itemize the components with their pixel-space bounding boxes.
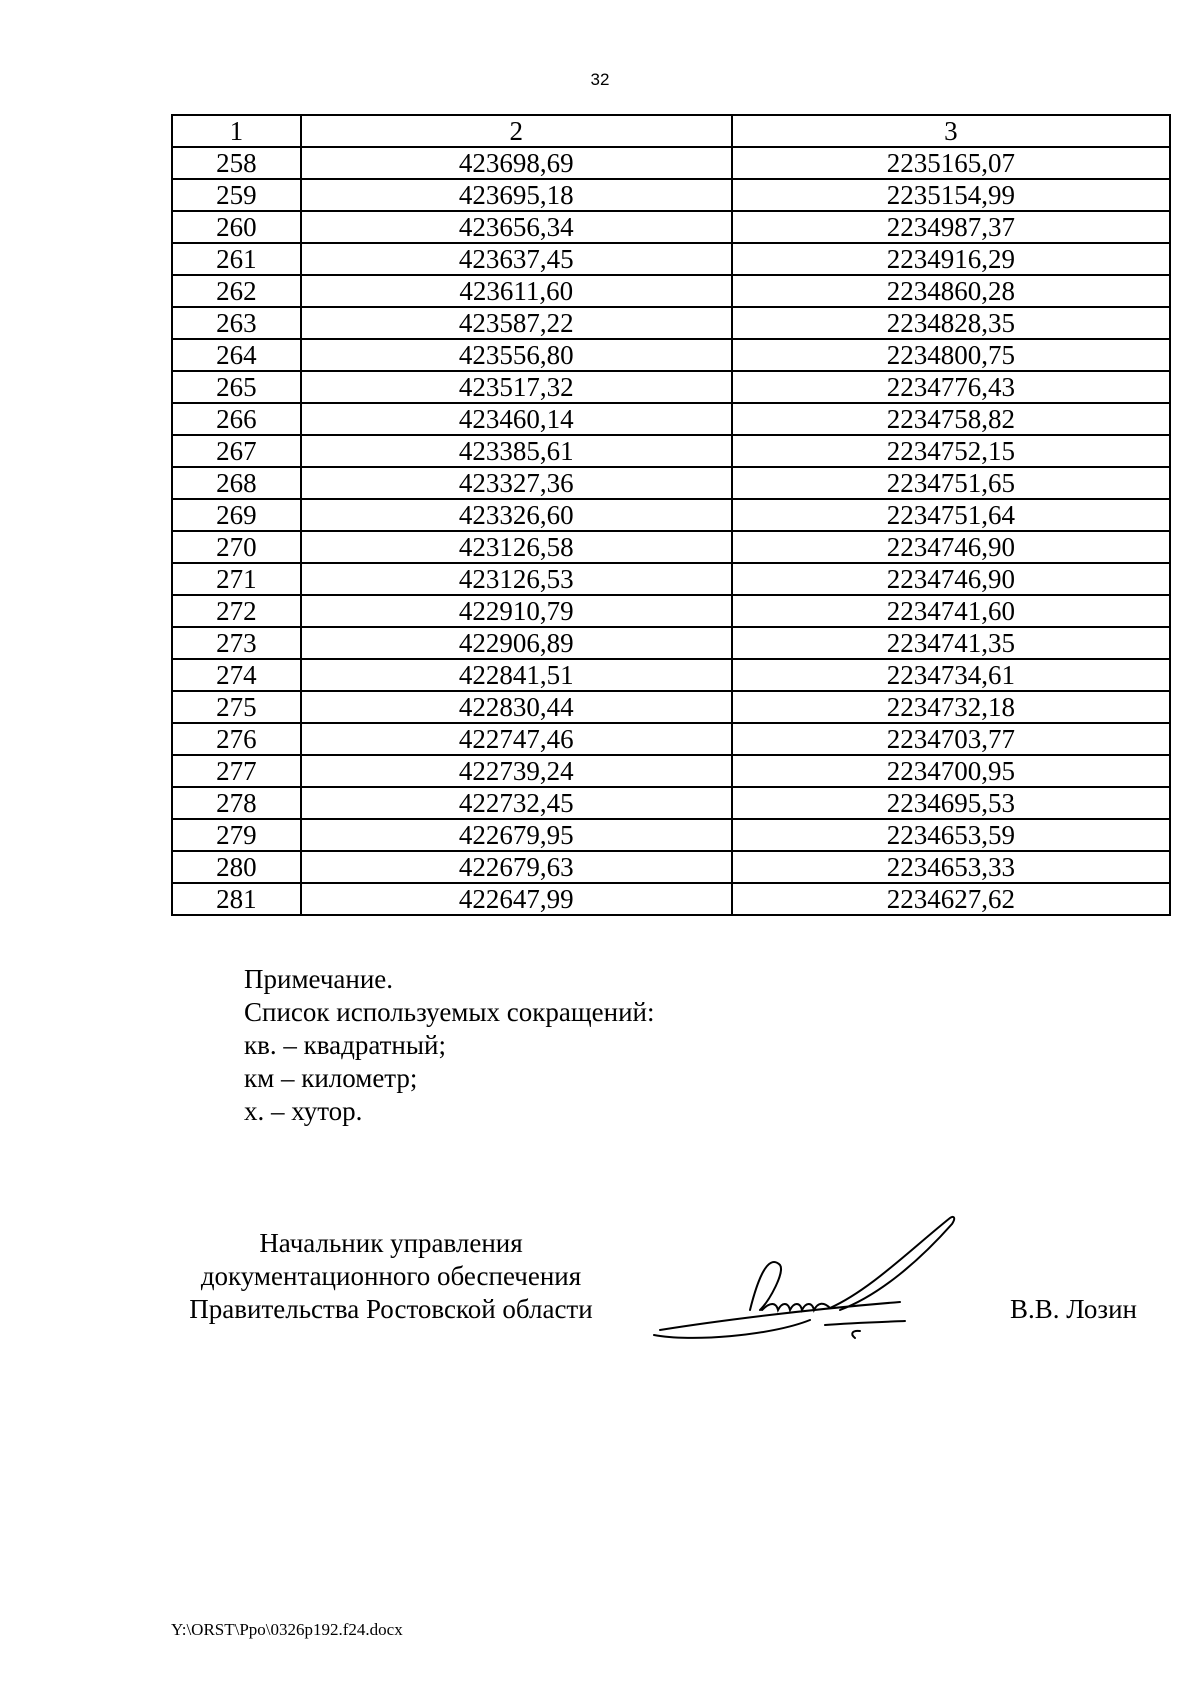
note-title: Примечание. bbox=[244, 964, 394, 994]
table-cell: 269 bbox=[172, 499, 301, 531]
table-row bbox=[172, 211, 1170, 243]
table-cell: 422732,45 bbox=[301, 787, 732, 819]
table-cell: 277 bbox=[172, 755, 301, 787]
table-cell: 272 bbox=[172, 595, 301, 627]
header-cell: 3 bbox=[732, 115, 1170, 147]
table-cell: 2234732,18 bbox=[732, 691, 1170, 723]
table-cell: 2234987,37 bbox=[732, 211, 1170, 243]
signer-position-line: Правительства Ростовской области bbox=[189, 1294, 593, 1324]
table-cell: 423637,45 bbox=[301, 243, 732, 275]
table-cell: 423517,32 bbox=[301, 371, 732, 403]
signer-position-line: Начальник управления bbox=[259, 1228, 523, 1258]
table-cell: 259 bbox=[172, 179, 301, 211]
table-row bbox=[172, 755, 1170, 787]
table-row bbox=[172, 467, 1170, 499]
table-cell: 267 bbox=[172, 435, 301, 467]
table-row bbox=[172, 723, 1170, 755]
table-row bbox=[172, 531, 1170, 563]
table-cell: 422906,89 bbox=[301, 627, 732, 659]
table-cell: 263 bbox=[172, 307, 301, 339]
table-row bbox=[172, 691, 1170, 723]
page-number: 32 bbox=[590, 70, 610, 89]
table-cell: 2234746,90 bbox=[732, 531, 1170, 563]
file-path: Y:\ORST\Ppo\0326p192.f24.docx bbox=[171, 1620, 403, 1639]
table-cell: 422910,79 bbox=[301, 595, 732, 627]
table-cell: 2234627,62 bbox=[732, 883, 1170, 915]
table-row bbox=[172, 627, 1170, 659]
table-row bbox=[172, 883, 1170, 915]
table-cell: 2235165,07 bbox=[732, 147, 1170, 179]
table-cell: 276 bbox=[172, 723, 301, 755]
table-cell: 2234800,75 bbox=[732, 339, 1170, 371]
note-line: Список используемых сокращений: bbox=[244, 997, 655, 1027]
table-row bbox=[172, 787, 1170, 819]
table-row bbox=[172, 243, 1170, 275]
table-row bbox=[172, 435, 1170, 467]
table-cell: 2234828,35 bbox=[732, 307, 1170, 339]
table-cell: 273 bbox=[172, 627, 301, 659]
table-cell: 261 bbox=[172, 243, 301, 275]
table-cell: 270 bbox=[172, 531, 301, 563]
table-cell: 2234751,65 bbox=[732, 467, 1170, 499]
table-cell: 2234703,77 bbox=[732, 723, 1170, 755]
table-cell: 423556,80 bbox=[301, 339, 732, 371]
table-row bbox=[172, 499, 1170, 531]
table-cell: 2234746,90 bbox=[732, 563, 1170, 595]
table-cell: 422679,63 bbox=[301, 851, 732, 883]
table-cell: 423698,69 bbox=[301, 147, 732, 179]
header-cell: 2 bbox=[301, 115, 732, 147]
table-row bbox=[172, 595, 1170, 627]
table-cell: 278 bbox=[172, 787, 301, 819]
signer-name: В.В. Лозин bbox=[1010, 1294, 1137, 1324]
table-row bbox=[172, 851, 1170, 883]
table-cell: 264 bbox=[172, 339, 301, 371]
table-cell: 2234776,43 bbox=[732, 371, 1170, 403]
table-cell: 2234653,59 bbox=[732, 819, 1170, 851]
note-line: х. – хутор. bbox=[244, 1096, 363, 1126]
table-cell: 258 bbox=[172, 147, 301, 179]
table-cell: 274 bbox=[172, 659, 301, 691]
table-cell: 422841,51 bbox=[301, 659, 732, 691]
table-row bbox=[172, 307, 1170, 339]
table-cell: 422747,46 bbox=[301, 723, 732, 755]
table-cell: 260 bbox=[172, 211, 301, 243]
table-cell: 281 bbox=[172, 883, 301, 915]
table-header-row bbox=[172, 115, 1170, 147]
signer-position-line: документационного обеспечения bbox=[200, 1261, 582, 1291]
table-cell: 2234752,15 bbox=[732, 435, 1170, 467]
table-row bbox=[172, 403, 1170, 435]
table-row bbox=[172, 275, 1170, 307]
table-row bbox=[172, 339, 1170, 371]
table-cell: 423327,36 bbox=[301, 467, 732, 499]
table-cell: 422647,99 bbox=[301, 883, 732, 915]
table-cell: 268 bbox=[172, 467, 301, 499]
table-cell: 2234860,28 bbox=[732, 275, 1170, 307]
table-cell: 422739,24 bbox=[301, 755, 732, 787]
table-cell: 422679,95 bbox=[301, 819, 732, 851]
table-cell: 423326,60 bbox=[301, 499, 732, 531]
handwritten-signature bbox=[650, 1210, 990, 1350]
table-cell: 423460,14 bbox=[301, 403, 732, 435]
table-cell: 423587,22 bbox=[301, 307, 732, 339]
table-cell: 2234741,35 bbox=[732, 627, 1170, 659]
table-cell: 265 bbox=[172, 371, 301, 403]
table-row bbox=[172, 563, 1170, 595]
table-cell: 2234916,29 bbox=[732, 243, 1170, 275]
table-row bbox=[172, 659, 1170, 691]
table-cell: 423126,58 bbox=[301, 531, 732, 563]
table-cell: 423126,53 bbox=[301, 563, 732, 595]
table-row bbox=[172, 179, 1170, 211]
table-cell: 279 bbox=[172, 819, 301, 851]
table-cell: 2234741,60 bbox=[732, 595, 1170, 627]
table-cell: 280 bbox=[172, 851, 301, 883]
table-row bbox=[172, 147, 1170, 179]
table-cell: 2234751,64 bbox=[732, 499, 1170, 531]
table-cell: 2234695,53 bbox=[732, 787, 1170, 819]
table-row bbox=[172, 371, 1170, 403]
table-cell: 2234653,33 bbox=[732, 851, 1170, 883]
table-cell: 275 bbox=[172, 691, 301, 723]
coordinates-table bbox=[171, 114, 1171, 916]
table-cell: 423611,60 bbox=[301, 275, 732, 307]
table-cell: 2235154,99 bbox=[732, 179, 1170, 211]
note-block bbox=[244, 963, 654, 1128]
table-cell: 262 bbox=[172, 275, 301, 307]
table-cell: 2234700,95 bbox=[732, 755, 1170, 787]
note-line: кв. – квадратный; bbox=[244, 1030, 446, 1060]
signer-position bbox=[171, 1227, 611, 1326]
table-cell: 422830,44 bbox=[301, 691, 732, 723]
header-cell: 1 bbox=[172, 115, 301, 147]
table-cell: 423656,34 bbox=[301, 211, 732, 243]
table-cell: 2234734,61 bbox=[732, 659, 1170, 691]
table-row bbox=[172, 819, 1170, 851]
table-cell: 271 bbox=[172, 563, 301, 595]
table-cell: 423385,61 bbox=[301, 435, 732, 467]
table-cell: 423695,18 bbox=[301, 179, 732, 211]
table-cell: 2234758,82 bbox=[732, 403, 1170, 435]
table-cell: 266 bbox=[172, 403, 301, 435]
note-line: км – километр; bbox=[244, 1063, 418, 1093]
